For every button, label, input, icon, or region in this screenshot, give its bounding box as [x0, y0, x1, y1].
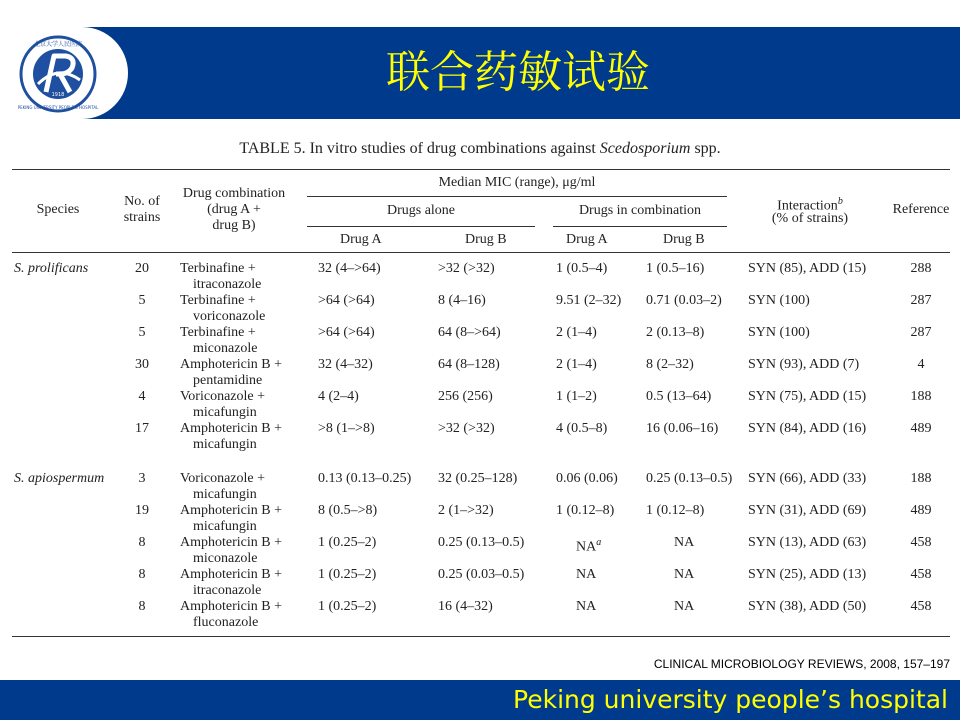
cell-comb-drug-a: 9.51 (2–32)	[556, 293, 622, 308]
combination-rule	[553, 226, 727, 227]
cell-alone-drug-a: 8 (0.5–>8)	[318, 503, 378, 518]
cell-strains: 5	[138, 293, 146, 308]
cell-alone-drug-a: >64 (>64)	[318, 293, 375, 308]
cell-reference: 489	[910, 421, 932, 436]
cell-combo-line1: Voriconazole +	[180, 471, 265, 486]
header-comb-drug-b: Drug B	[663, 232, 705, 247]
cell-comb-drug-a: 0.06 (0.06)	[556, 471, 618, 486]
cell-comb-drug-b: 1 (0.12–8)	[646, 503, 705, 518]
cell-strains: 19	[135, 503, 149, 518]
species-name: S. prolificans	[14, 261, 89, 276]
cell-strains: 8	[138, 567, 146, 582]
cell-interaction: SYN (93), ADD (7)	[748, 357, 860, 372]
cell-strains: 4	[138, 389, 146, 404]
table-caption	[0, 140, 960, 158]
cell-comb-drug-a: 2 (1–4)	[556, 325, 597, 340]
cell-interaction: SYN (25), ADD (13)	[748, 567, 867, 582]
cell-comb-drug-a: 2 (1–4)	[556, 357, 597, 372]
cell-interaction: SYN (66), ADD (33)	[748, 471, 867, 486]
cell-combo-line2: micafungin	[193, 437, 257, 452]
cell-interaction: SYN (31), ADD (69)	[748, 503, 867, 518]
cell-reference: 458	[910, 567, 932, 582]
header-bottom-rule	[12, 252, 950, 253]
caption-prefix: TABLE 5. In vitro studies of drug combinations against	[239, 140, 600, 157]
header-reference: Reference	[892, 202, 950, 217]
cell-alone-drug-b: 64 (8–>64)	[438, 325, 501, 340]
cell-combo-line1: Amphotericin B +	[180, 421, 282, 436]
header-combo-line2: (drug A +	[207, 202, 261, 217]
cell-comb-drug-b: 0.25 (0.13–0.5)	[646, 471, 733, 486]
cell-combo-line2: itraconazole	[193, 277, 262, 292]
cell-combo-line1: Terbinafine +	[180, 325, 256, 340]
cell-comb-drug-b: 16 (0.06–16)	[646, 421, 719, 436]
footer-banner	[0, 680, 960, 720]
cell-alone-drug-b: 256 (256)	[438, 389, 493, 404]
header-interaction-label: Interaction	[777, 198, 838, 214]
table-bottom-rule	[12, 636, 950, 637]
cell-strains: 17	[135, 421, 149, 436]
header-drugs-combination: Drugs in combination	[578, 203, 702, 218]
cell-combo-line2: micafungin	[193, 487, 257, 502]
cell-alone-drug-b: 0.25 (0.03–0.5)	[438, 567, 525, 582]
cell-combo-line1: Amphotericin B +	[180, 567, 282, 582]
cell-reference: 489	[910, 503, 932, 518]
header-interaction-footnote: b	[837, 196, 843, 207]
cell-alone-drug-a: 32 (4–32)	[318, 357, 373, 372]
logo-year: 1918	[51, 92, 65, 98]
header-drugs-alone: Drugs alone	[386, 203, 456, 218]
cell-interaction: SYN (13), ADD (63)	[748, 535, 867, 550]
cell-alone-drug-a: 4 (2–4)	[318, 389, 359, 404]
cell-combo-line2: fluconazole	[193, 615, 259, 630]
table-top-rule	[12, 169, 950, 170]
species-name: S. apiospermum	[14, 471, 105, 486]
header-comb-drug-a: Drug A	[566, 232, 608, 247]
cell-combo-line1: Amphotericin B +	[180, 503, 282, 518]
cell-combo-line1: Amphotericin B +	[180, 599, 282, 614]
header-strains-line1: No. of	[124, 194, 160, 209]
cell-alone-drug-a: 32 (4–>64)	[318, 261, 381, 276]
cell-comb-drug-b: NA	[674, 535, 695, 550]
cell-combo-line2: voriconazole	[193, 309, 266, 324]
cell-combo-line2: miconazole	[193, 551, 258, 566]
cell-alone-drug-b: 8 (4–16)	[438, 293, 486, 308]
header-interaction-line2: (% of strains)	[771, 211, 849, 226]
median-rule	[307, 196, 727, 197]
hospital-logo	[8, 34, 108, 114]
cell-comb-drug-a: 1 (0.12–8)	[556, 503, 615, 518]
cell-comb-drug-b: 0.5 (13–64)	[646, 389, 712, 404]
caption-suffix: spp.	[690, 140, 721, 157]
cell-interaction: SYN (38), ADD (50)	[748, 599, 867, 614]
cell-combo-line2: miconazole	[193, 341, 258, 356]
cell-alone-drug-b: 2 (1–>32)	[438, 503, 494, 518]
footer-hospital-name: Peking university people’s hospital	[513, 685, 948, 714]
cell-combo-line2: micafungin	[193, 405, 257, 420]
cell-value: NA	[576, 539, 597, 555]
cell-alone-drug-b: 32 (0.25–128)	[438, 471, 518, 486]
cell-alone-drug-a: 1 (0.25–2)	[318, 567, 377, 582]
cell-comb-drug-b: NA	[674, 599, 695, 614]
cell-strains: 20	[135, 261, 149, 276]
cell-reference: 458	[910, 599, 932, 614]
cell-alone-drug-a: >64 (>64)	[318, 325, 375, 340]
cell-alone-drug-a: 1 (0.25–2)	[318, 535, 377, 550]
header-alone-drug-a: Drug A	[340, 232, 382, 247]
cell-interaction: SYN (75), ADD (15)	[748, 389, 867, 404]
cell-alone-drug-b: >32 (>32)	[438, 421, 495, 436]
cell-strains: 30	[135, 357, 149, 372]
footnote-marker: a	[596, 537, 602, 548]
cell-comb-drug-b: 8 (2–32)	[646, 357, 694, 372]
header-species: Species	[36, 202, 80, 217]
cell-reference: 188	[910, 389, 932, 404]
cell-strains: 8	[138, 535, 146, 550]
cell-combo-line1: Amphotericin B +	[180, 535, 282, 550]
cell-strains: 3	[138, 471, 146, 486]
cell-combo-line2: micafungin	[193, 519, 257, 534]
cell-interaction: SYN (85), ADD (15)	[748, 261, 867, 276]
cell-alone-drug-b: 16 (4–32)	[438, 599, 493, 614]
slide-title: 联合药敏试验	[386, 47, 650, 98]
header-strains-line2: strains	[123, 210, 161, 225]
header-median-mic: Median MIC (range), μg/ml	[438, 175, 596, 190]
cell-strains: 8	[138, 599, 146, 614]
cell-comb-drug-a: 4 (0.5–8)	[556, 421, 608, 436]
cell-combo-line1: Voriconazole +	[180, 389, 265, 404]
caption-genus: Scedosporium	[599, 140, 691, 157]
cell-reference: 288	[910, 261, 932, 276]
cell-alone-drug-b: 64 (8–128)	[438, 357, 500, 372]
header-combo-line1: Drug combination	[182, 186, 286, 201]
cell-combo-line1: Amphotericin B +	[180, 357, 282, 372]
cell-reference: 287	[910, 293, 932, 308]
cell-interaction: SYN (100)	[748, 325, 810, 340]
cell-combo-line2: pentamidine	[193, 373, 263, 388]
cell-alone-drug-a: 1 (0.25–2)	[318, 599, 377, 614]
header-alone-drug-b: Drug B	[465, 232, 507, 247]
cell-comb-drug-a: 1 (1–2)	[556, 389, 597, 404]
cell-comb-drug-b: NA	[674, 567, 695, 582]
cell-combo-line1: Terbinafine +	[180, 293, 256, 308]
cell-comb-drug-a	[576, 535, 601, 556]
cell-alone-drug-a: 0.13 (0.13–0.25)	[318, 471, 412, 486]
svg-text:PEKING UNIVERSITY PEOPLE'S HOS: PEKING UNIVERSITY PEOPLE'S HOSPITAL	[17, 105, 99, 110]
cell-interaction: SYN (100)	[748, 293, 810, 308]
cell-reference: 287	[910, 325, 932, 340]
svg-text:北京大学人民医院: 北京大学人民医院	[33, 41, 83, 48]
header-combo-line3: drug B)	[212, 218, 256, 233]
cell-strains: 5	[138, 325, 146, 340]
cell-comb-drug-a: NA	[576, 599, 597, 614]
cell-combo-line2: itraconazole	[193, 583, 262, 598]
cell-reference: 458	[910, 535, 932, 550]
cell-interaction: SYN (84), ADD (16)	[748, 421, 867, 436]
cell-comb-drug-b: 0.71 (0.03–2)	[646, 293, 722, 308]
cell-reference: 4	[917, 357, 925, 372]
cell-combo-line1: Terbinafine +	[180, 261, 256, 276]
cell-comb-drug-a: NA	[576, 567, 597, 582]
citation-source: CLINICAL MICROBIOLOGY REVIEWS, 2008, 157–197	[653, 657, 950, 671]
cell-alone-drug-b: 0.25 (0.13–0.5)	[438, 535, 525, 550]
cell-reference: 188	[910, 471, 932, 486]
cell-comb-drug-a: 1 (0.5–4)	[556, 261, 608, 276]
alone-rule	[307, 226, 535, 227]
cell-comb-drug-b: 2 (0.13–8)	[646, 325, 705, 340]
cell-alone-drug-b: >32 (>32)	[438, 261, 495, 276]
cell-alone-drug-a: >8 (1–>8)	[318, 421, 375, 436]
cell-comb-drug-b: 1 (0.5–16)	[646, 261, 705, 276]
